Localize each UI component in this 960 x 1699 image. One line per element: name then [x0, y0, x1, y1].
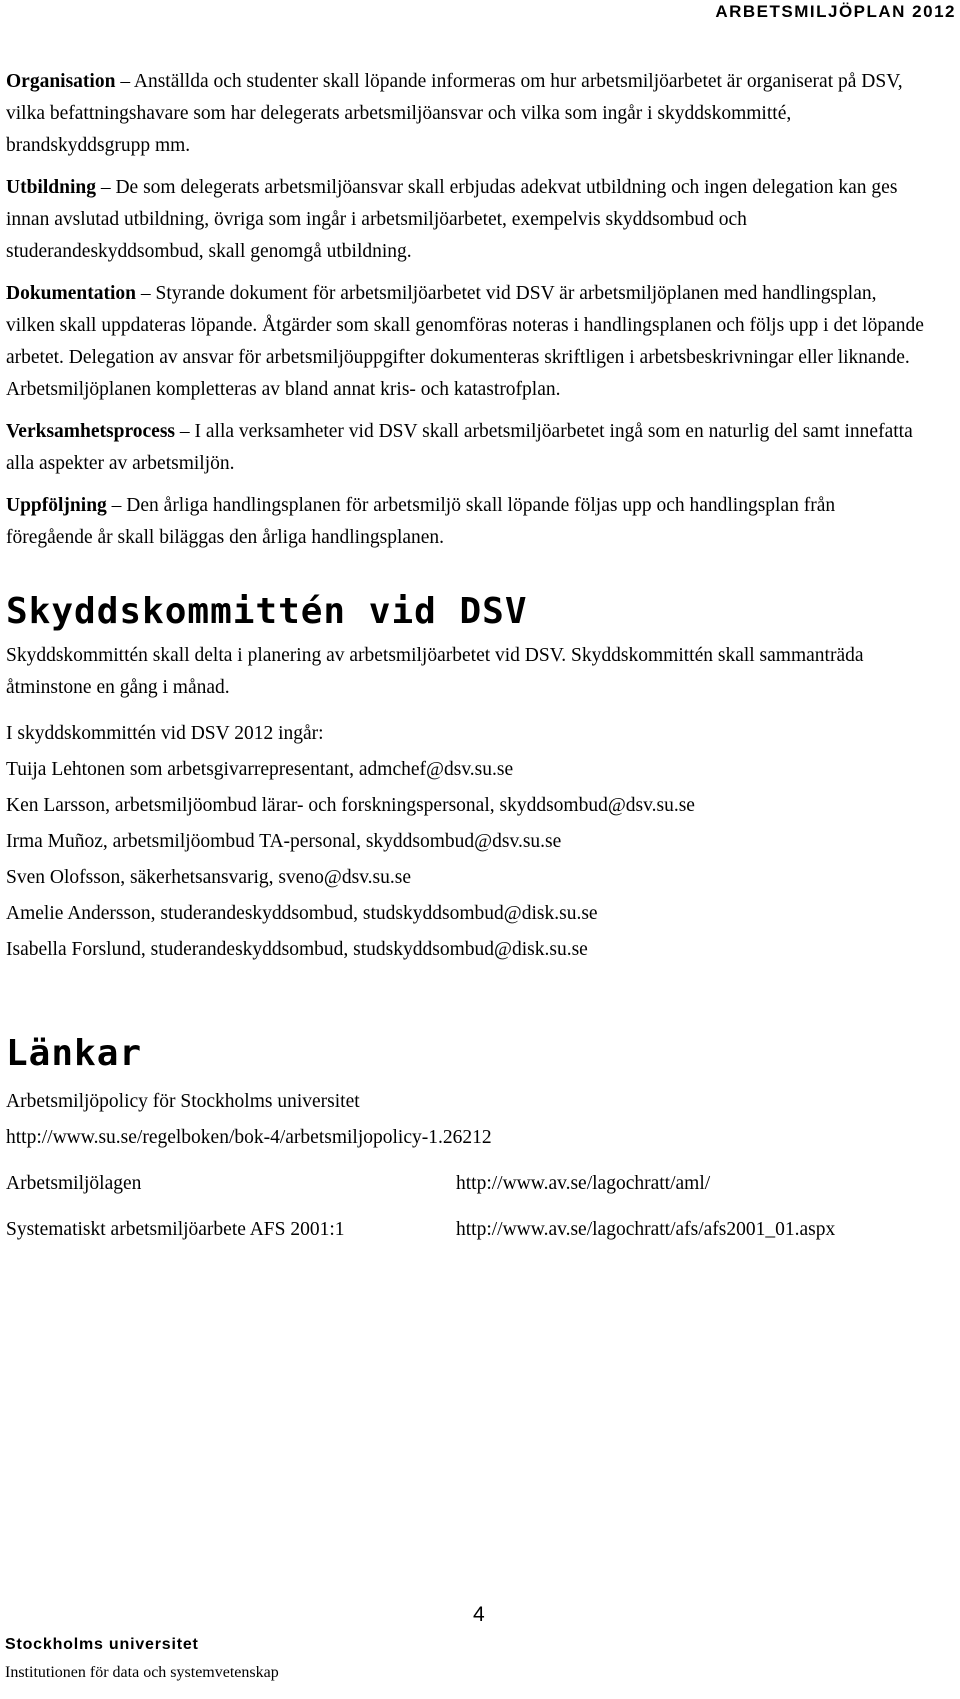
policy-title: Arbetsmiljöpolicy för Stockholms universitet [6, 1091, 360, 1112]
paragraph-term: Verksamhetsprocess [6, 421, 175, 442]
link-name: Arbetsmiljölagen [6, 1173, 142, 1194]
link-name: Systematiskt arbetsmiljöarbete AFS 2001:1 [6, 1219, 345, 1240]
member-line: Amelie Andersson, studerandeskyddsombud, studskyddsombud@disk.su.se [6, 903, 598, 924]
member-line: Sven Olofsson, säkerhetsansvarig, sveno@dsv.su.se [6, 867, 412, 888]
policy-link[interactable]: http://www.su.se/regelboken/bok-4/arbetsmiljopolicy-1.26212 [6, 1127, 492, 1148]
footer-institution: Institutionen för data och systemvetenskap [5, 1664, 279, 1681]
link-row-arbetsmiljolagen [6, 1168, 926, 1200]
document-body [6, 66, 926, 1260]
paragraph-text: – Den årliga handlingsplanen för arbetsmiljö skall löpande följas upp och handlingsplan från föregående år skall biläggas den årliga handlingsplanen. [6, 495, 836, 548]
paragraph-text: – I alla verksamheter vid DSV skall arbetsmiljöarbetet ingå som en naturlig del samt innefatta alla aspekter av arbetsmiljön. [6, 421, 913, 474]
paragraph-organisation [6, 66, 926, 162]
paragraph-verksamhetsprocess [6, 416, 926, 480]
section-heading-skyddskommitten: Skyddskommittén vid DSV [6, 591, 528, 632]
paragraph-text: – Anställda och studenter skall löpande informeras om hur arbetsmiljöarbetet är organiserat på DSV, vilka befattningshavare som har delegerats arbetsmiljöansvar och vilka som ingår i skyddskommitté, brandskyddsgrupp mm. [6, 71, 903, 156]
link-url[interactable]: http://www.av.se/lagochratt/afs/afs2001_01.aspx [456, 1219, 836, 1240]
paragraph-text: – Styrande dokument för arbetsmiljöarbetet vid DSV är arbetsmiljöplanen med handlingsplan, vilken skall uppdateras löpande. Åtgärder som skall genomföras noteras i handlingsplanen och följs upp i det löpande arbetet. Delegation av ansvar för arbetsmiljöuppgifter dokumenteras skriftligen i arbetsbeskrivningar eller liknande. Arbetsmiljöplanen kompletteras av bland annat kris- och katastrofplan. [6, 283, 924, 400]
paragraph-term: Utbildning [6, 177, 96, 198]
paragraph-utbildning [6, 172, 926, 268]
skyddskommitten-intro: Skyddskommittén skall delta i planering av arbetsmiljöarbetet vid DSV. Skyddskommittén skall sammanträda åtminstone en gång i månad. [6, 645, 864, 698]
footer-university: Stockholms universitet [5, 1636, 199, 1653]
paragraph-term: Dokumentation [6, 283, 137, 304]
member-line: Tuija Lehtonen som arbetsgivarrepresentant, admchef@dsv.su.se [6, 759, 514, 780]
paragraph-term: Organisation [6, 71, 116, 92]
paragraph-term: Uppföljning [6, 495, 107, 516]
paragraph-uppfoljning [6, 490, 926, 554]
section-heading-lankar: Länkar [6, 1033, 143, 1074]
page-number: 4 [473, 1603, 485, 1626]
link-url[interactable]: http://www.av.se/lagochratt/aml/ [456, 1173, 711, 1194]
member-line: Ken Larsson, arbetsmiljöombud lärar- och forskningspersonal, skyddsombud@dsv.su.se [6, 795, 695, 816]
paragraph-dokumentation [6, 278, 926, 406]
member-line: Isabella Forslund, studerandeskyddsombud, studskyddsombud@disk.su.se [6, 939, 588, 960]
member-line: Irma Muñoz, arbetsmiljöombud TA-personal, skyddsombud@dsv.su.se [6, 831, 562, 852]
skyddskommitten-members-intro: I skyddskommittén vid DSV 2012 ingår: [6, 723, 324, 744]
paragraph-text: – De som delegerats arbetsmiljöansvar skall erbjudas adekvat utbildning och ingen delegation kan ges innan avslutad utbildning, övriga som ingår i arbetsmiljöarbetet, exempelvis skyddsombud och studerandeskyddsombud, skall genomgå utbildning. [6, 177, 898, 262]
document-header-title: ARBETSMILJÖPLAN 2012 [715, 2, 956, 21]
link-row-afs [6, 1214, 926, 1246]
